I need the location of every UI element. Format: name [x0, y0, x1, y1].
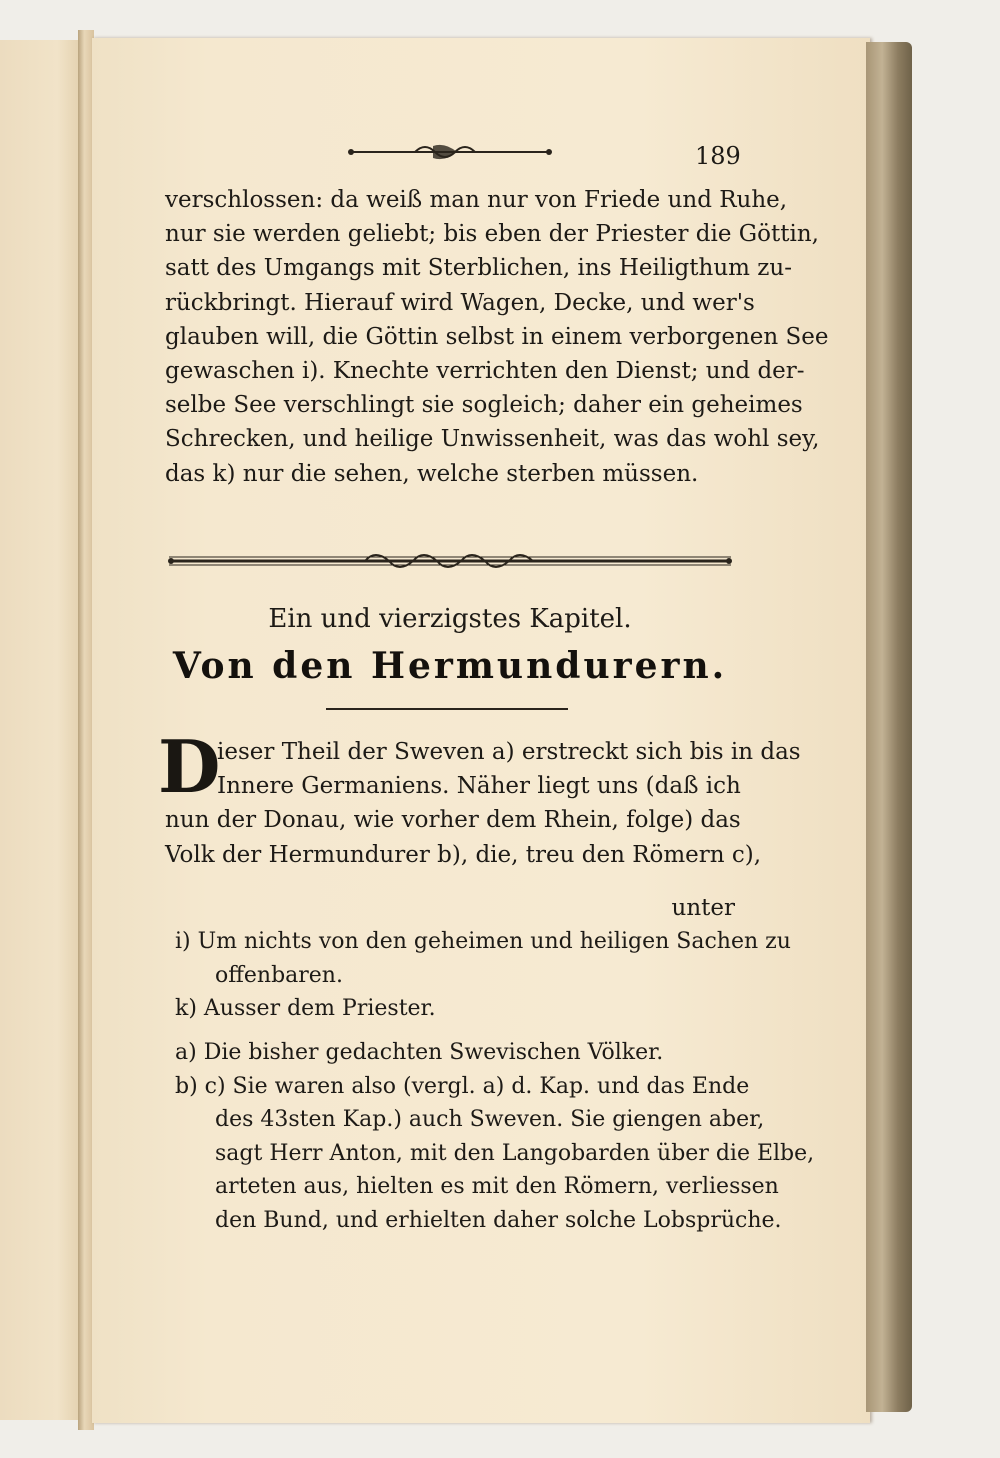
footnote-line: i) Um nichts von den geheimen und heiligen Sachen zu	[175, 929, 791, 954]
text-line: rückbringt. Hierauf wird Wagen, Decke, und wer's	[165, 289, 755, 316]
chapter-body	[165, 735, 801, 872]
text-line: Schrecken, und heilige Unwissenheit, was das wohl sey,	[165, 426, 820, 453]
text-line: glauben will, die Göttin selbst in einem verborgenen See	[165, 323, 829, 350]
top-paragraph	[165, 183, 829, 491]
footnote-line: arteten aus, hielten es mit den Römern, verliessen	[215, 1174, 779, 1199]
footnote-line: a) Die bisher gedachten Swevischen Völker.	[175, 1040, 664, 1065]
drop-cap: D	[158, 724, 221, 809]
text-line: gewaschen i). Knechte verrichten den Dienst; und der-	[165, 358, 805, 385]
divider-ornament-icon	[165, 548, 735, 574]
footnote-line: b) c) Sie waren also (vergl. a) d. Kap. und das Ende	[175, 1073, 750, 1099]
text-line: nur sie werden geliebt; bis eben der Priester die Göttin,	[165, 221, 819, 248]
footnote-line: k) Ausser dem Priester.	[175, 996, 436, 1021]
text-line: das k) nur die sehen, welche sterben müssen.	[165, 460, 699, 487]
left-page-edge	[0, 40, 83, 1420]
page-number: 189	[695, 142, 741, 170]
footnote-line: offenbaren.	[215, 962, 343, 988]
chapter-title: Von den Hermundurern.	[172, 645, 728, 687]
footnote-line: des 43sten Kap.) auch Sweven. Sie giengen aber,	[215, 1107, 765, 1132]
footnotes-lower	[175, 1036, 815, 1237]
catchword: unter	[671, 895, 735, 921]
footnote-line: den Bund, und erhielten daher solche Lobsprüche.	[215, 1207, 782, 1233]
page-stack-edge	[866, 42, 912, 1412]
text-line: verschlossen: da weiß man nur von Friede und Ruhe,	[165, 187, 788, 213]
text-line: ieser Theil der Sweven a) erstreckt sich bis in das	[217, 739, 801, 765]
text-line: Innere Germaniens. Näher liegt uns (daß ich	[217, 773, 741, 800]
text-line: selbe See verschlingt sie sogleich; daher ein geheimes	[165, 392, 803, 419]
text-line: satt des Umgangs mit Sterblichen, ins Heiligthum zu-	[165, 255, 792, 282]
text-line: Volk der Hermundurer b), die, treu den Römern c),	[165, 841, 762, 868]
chapter-number: Ein und vierzigstes Kapitel.	[268, 604, 632, 634]
footnote-line: sagt Herr Anton, mit den Langobarden über die Elbe,	[215, 1140, 815, 1166]
footnotes-upper	[175, 925, 791, 1026]
header-ornament-icon	[345, 140, 555, 164]
title-rule	[326, 708, 568, 710]
text-line: nun der Donau, wie vorher dem Rhein, folge) das	[165, 807, 741, 834]
